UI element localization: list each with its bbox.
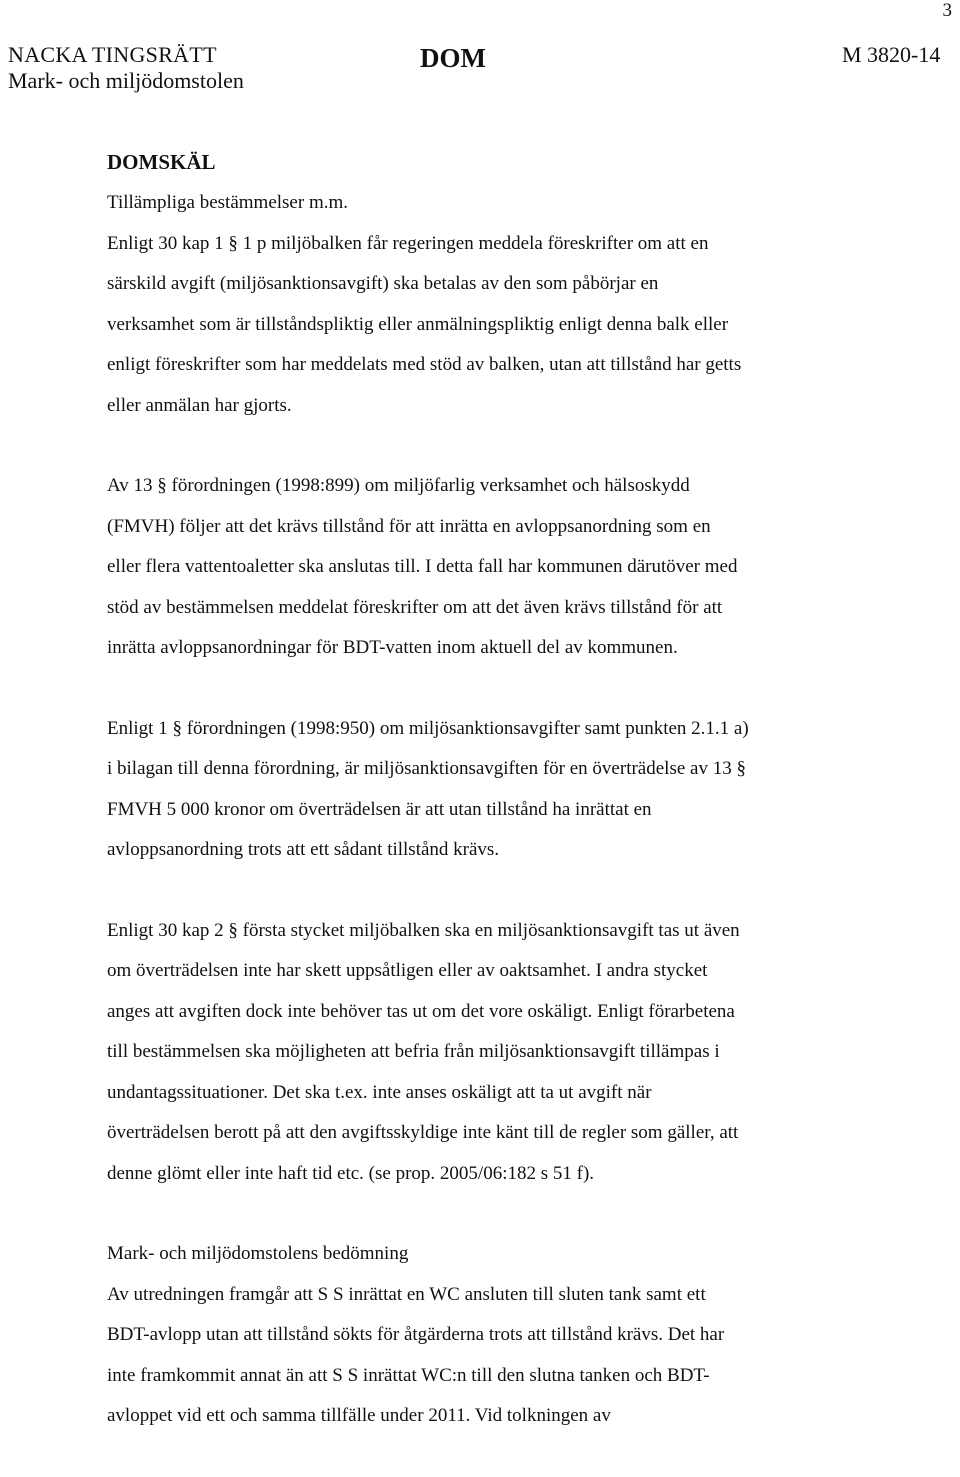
document-type: DOM: [420, 43, 486, 73]
paragraph-line: inte framkommit annat än att S S inrättat WC:n till den slutna tanken och BDT-: [107, 1364, 710, 1386]
paragraph-line: särskild avgift (miljösanktionsavgift) ska betalas av den som påbörjar en: [107, 273, 659, 294]
paragraph-line: Av 13 § förordningen (1998:899) om miljöfarlig verksamhet och hälsoskydd: [107, 475, 690, 496]
case-number: M 3820-14: [842, 42, 941, 67]
paragraph-1: [107, 224, 907, 427]
paragraph-line: Enligt 1 § förordningen (1998:950) om miljösanktionsavgifter samt punkten 2.1.1 a): [107, 717, 749, 739]
paragraph-line: (FMVH) följer att det krävs tillstånd för att inrätta en avloppsanordning som en: [107, 515, 711, 537]
paragraph-line: inrätta avloppsanordningar för BDT-vatten inom aktuell del av kommunen.: [107, 637, 678, 658]
paragraph-line: undantagssituationer. Det ska t.ex. inte anses oskäligt att ta ut avgift när: [107, 1081, 652, 1103]
paragraph-line: till bestämmelsen ska möjligheten att befria från miljösanktionsavgift tillämpas i: [107, 1041, 720, 1062]
paragraph-line: verksamhet som är tillståndspliktig eller anmälningspliktig enligt denna balk eller: [107, 313, 729, 335]
paragraph-line: Enligt 30 kap 2 § första stycket miljöbalken ska en miljösanktionsavgift tas ut även: [107, 919, 740, 941]
paragraph-line: denne glömt eller inte haft tid etc. (se prop. 2005/06:182 s 51 f).: [107, 1162, 595, 1184]
paragraph-line: överträdelsen berott på att den avgiftsskyldige inte känt till de regler som gäller, att: [107, 1122, 739, 1143]
paragraph-line: stöd av bestämmelsen meddelat föreskrifter om att det även krävs tillstånd för att: [107, 596, 723, 618]
paragraph-line: eller anmälan har gjorts.: [107, 394, 292, 416]
paragraph-2: [107, 466, 907, 669]
document-body: [107, 146, 907, 1477]
paragraph-3: [107, 709, 907, 871]
paragraph-line: i bilagan till denna förordning, är miljösanktionsavgiften för en överträdelse av 13 §: [107, 758, 746, 779]
paragraph-line: om överträdelsen inte har skett uppsåtligen eller av oaktsamhet. I andra stycket: [107, 960, 708, 981]
paragraph-4: [107, 911, 907, 1195]
document-header: [0, 42, 960, 98]
paragraph-line: FMVH 5 000 kronor om överträdelsen är att utan tillstånd ha inrättat en: [107, 798, 652, 820]
paragraph-line: enligt föreskrifter som har meddelats med stöd av balken, utan att tillstånd har getts: [107, 354, 742, 375]
court-subtitle: Mark- och miljödomstolen: [8, 68, 244, 93]
paragraph-line: anges att avgiften dock inte behöver tas ut om det vore oskäligt. Enligt förarbetena: [107, 1000, 735, 1022]
court-name: NACKA TINGSRÄTT: [8, 42, 217, 67]
paragraph-line: Enligt 30 kap 1 § 1 p miljöbalken får regeringen meddela föreskrifter om att en: [107, 232, 709, 254]
section-subheading: Tillämpliga bestämmelser m.m.: [107, 192, 348, 213]
paragraph-line: avloppsanordning trots att ett sådant tillstånd krävs.: [107, 839, 500, 860]
paragraph-5: [107, 1234, 907, 1437]
paragraph-line: BDT-avlopp utan att tillstånd sökts för åtgärderna trots att tillstånd krävs. Det har: [107, 1324, 725, 1345]
paragraph-line: eller flera vattentoaletter ska anslutas till. I detta fall har kommunen därutöver med: [107, 556, 738, 577]
page-number: 3: [942, 0, 952, 21]
section-heading: DOMSKÄL: [107, 150, 216, 174]
assessment-heading: Mark- och miljödomstolens bedömning: [107, 1243, 409, 1264]
paragraph-line: Av utredningen framgår att S S inrättat en WC ansluten till sluten tank samt ett: [107, 1283, 706, 1305]
paragraph-line: avloppet vid ett och samma tillfälle under 2011. Vid tolkningen av: [107, 1405, 611, 1426]
